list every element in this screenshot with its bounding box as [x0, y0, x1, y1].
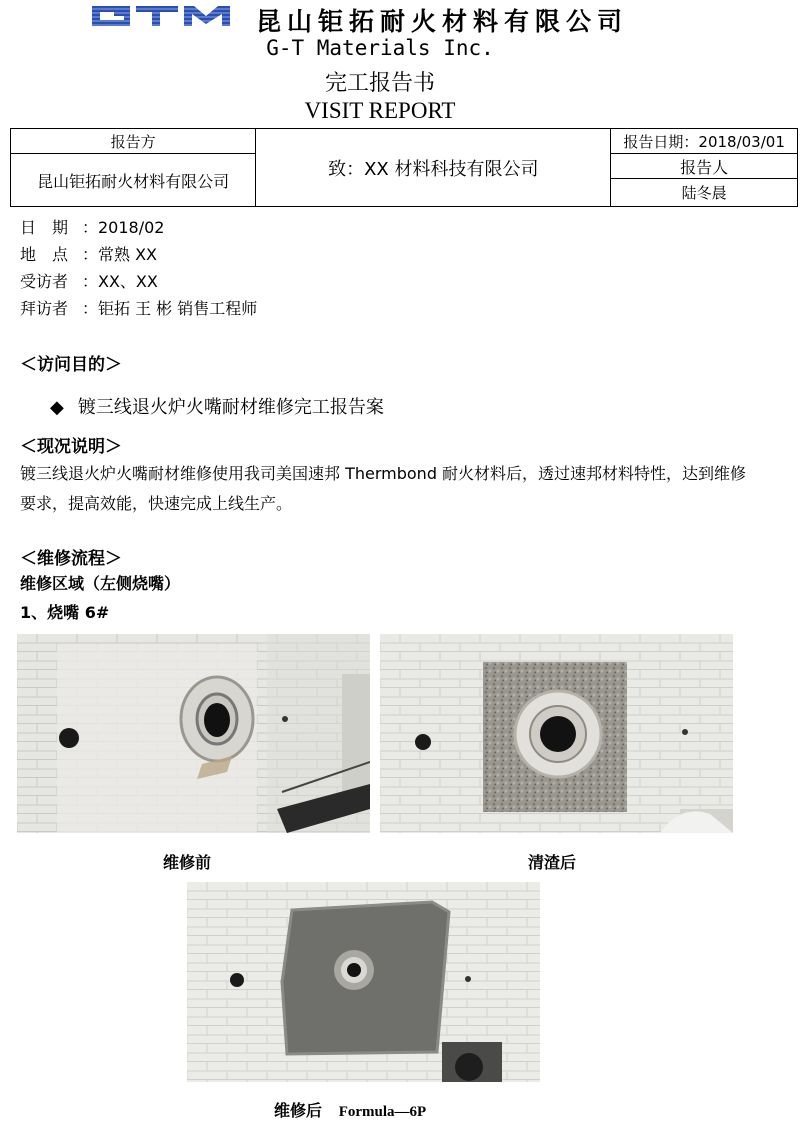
bullet-icon: ◆: [50, 397, 64, 418]
report-date: 报告日期：2018/03/01: [611, 129, 798, 154]
report-title-cn: 完工报告书: [324, 71, 435, 96]
info-place: [20, 242, 157, 265]
report-title-en: VISIT REPORT: [304, 98, 456, 123]
info-visitor-label: 拜访者: [20, 299, 69, 318]
caption-cleaned: 清渣后: [528, 853, 577, 872]
repair-item: 1、烧嘴 6#: [20, 603, 110, 622]
company-name-en: G-T Materials Inc.: [266, 36, 494, 60]
info-date: [20, 215, 164, 238]
info-visitee-value: ：XX、XX: [82, 272, 158, 291]
purpose-heading: ＜访问目的＞: [20, 355, 122, 375]
purpose-text: 镀三线退火炉火嘴耐材维修完工报告案: [77, 397, 384, 418]
report-header-table: [10, 128, 798, 207]
photo-after-repair: [187, 882, 540, 1082]
caption-formula: Formula—6P: [338, 1104, 427, 1120]
photo-before-repair: [17, 634, 370, 833]
info-date-value: ：2018/02: [82, 218, 165, 237]
gtm-logo: [90, 2, 232, 30]
process-heading: ＜维修流程＞: [20, 549, 122, 569]
repair-area: 维修区域（左侧烧嘴）: [20, 574, 181, 593]
info-visitee-label: 受访者: [20, 272, 69, 291]
recipient-text: 致：XX 材料科技有限公司: [256, 129, 611, 207]
photo-after-cleaning: [380, 634, 733, 833]
info-place-value: ：常熟 XX: [82, 245, 158, 264]
status-paragraph: 镀三线退火炉火嘴耐材维修使用我司美国速邦 Thermbond 耐火材料后，透过速邦材料特性，达到维修要求，提高效能，快速完成上线生产。: [20, 464, 747, 513]
info-visitor-value: ：钜拓 王 彬 销售工程师: [82, 299, 258, 318]
info-place-label: 地 点: [20, 245, 69, 264]
author-value: 陆冬晨: [611, 179, 798, 207]
reporter-value: 昆山钜拓耐火材料有限公司: [11, 154, 256, 207]
info-visitor: [20, 296, 257, 319]
info-date-label: 日 期: [20, 218, 69, 237]
caption-after: [274, 1098, 426, 1121]
status-heading: ＜现况说明＞: [20, 437, 122, 457]
author-label: 报告人: [611, 154, 798, 179]
company-name-cn: 昆山钜拓耐火材料有限公司: [256, 7, 629, 36]
purpose-item: [50, 393, 384, 419]
info-visitee: [20, 269, 158, 292]
reporter-label: 报告方: [11, 129, 256, 154]
caption-after-text: 维修后: [274, 1101, 323, 1120]
caption-before: 维修前: [163, 853, 212, 872]
